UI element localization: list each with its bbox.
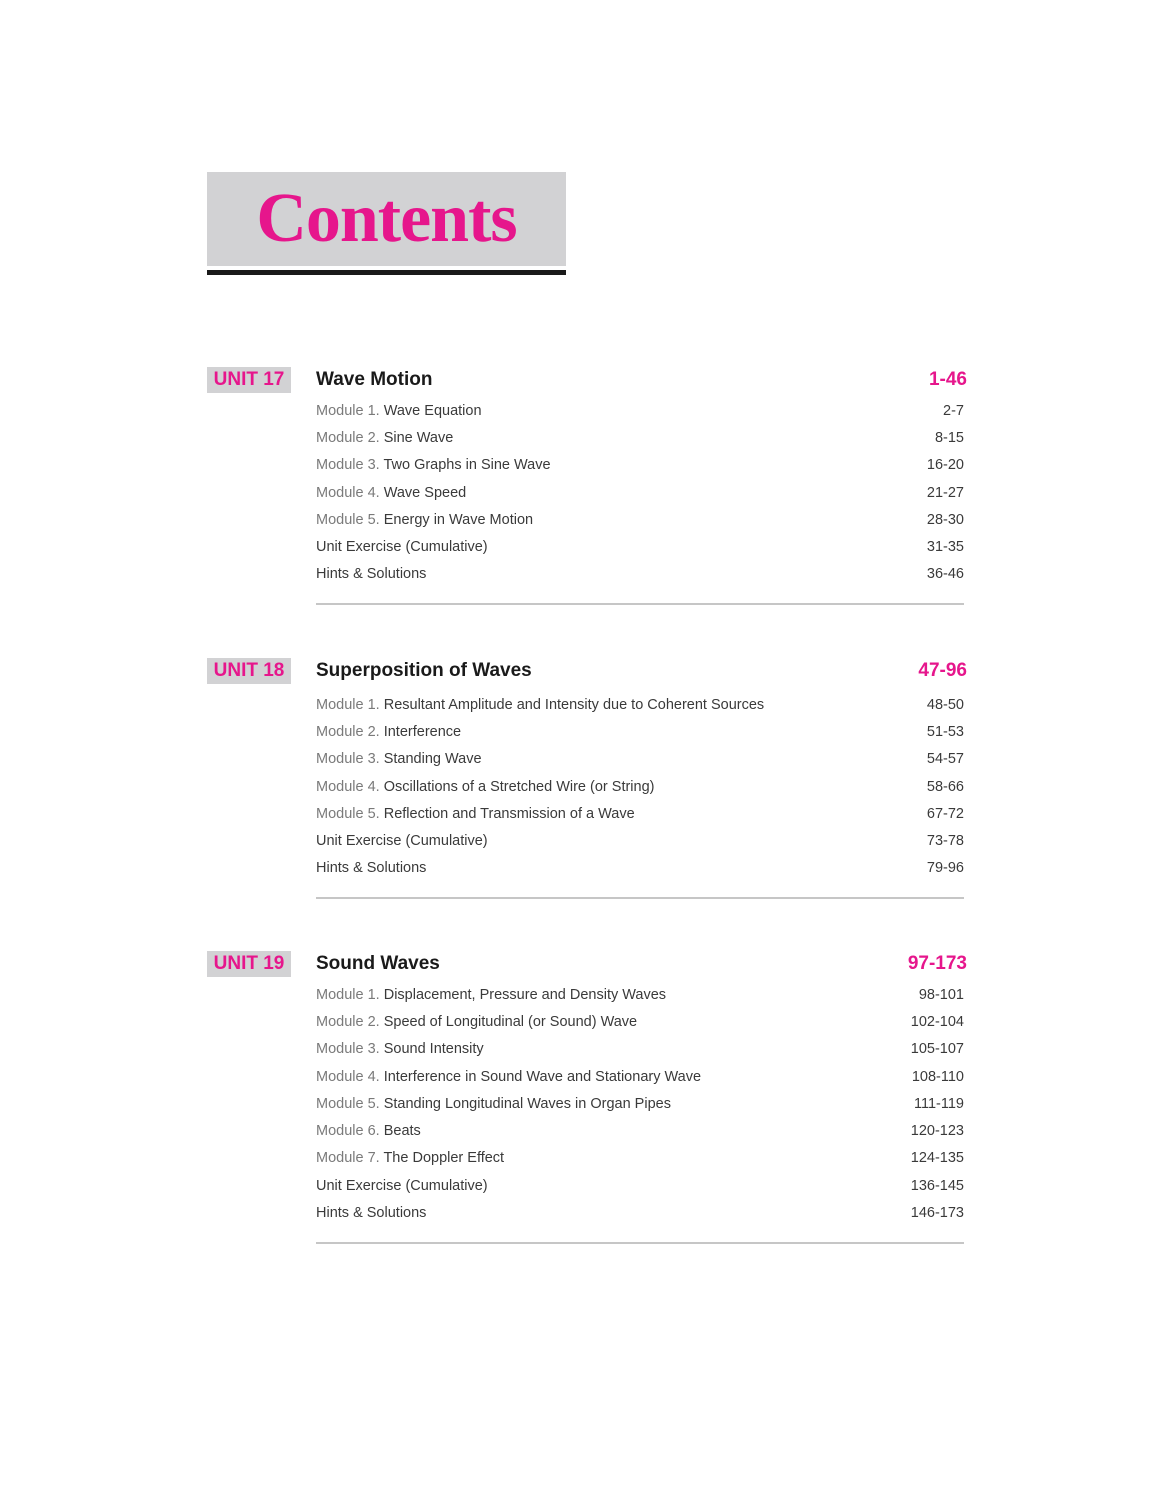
toc-entry-label: [316, 566, 426, 582]
toc-entry-label: [316, 806, 635, 822]
module-number: Module 1.: [316, 696, 384, 713]
section-divider: [316, 897, 964, 899]
toc-entry[interactable]: [316, 1036, 964, 1063]
toc-entry-label: [316, 987, 666, 1003]
toc-entry-pages: 108-110: [911, 1068, 964, 1085]
toc-entry[interactable]: [316, 981, 964, 1008]
toc-entry-pages: 124-135: [910, 1150, 964, 1167]
toc-entry-label: [316, 1041, 484, 1057]
module-number: Module 2.: [316, 429, 384, 446]
toc-entry-title: Unit Exercise (Cumulative): [316, 539, 488, 556]
toc-entry-title: Displacement, Pressure and Density Waves: [383, 986, 667, 1003]
module-number: Module 7.: [316, 1150, 384, 1167]
toc-entry-title: Sine Wave: [383, 429, 454, 446]
toc-entry[interactable]: [316, 479, 964, 506]
section-divider: [316, 603, 964, 605]
module-number: Module 3.: [316, 1041, 384, 1058]
toc-entry-pages: 136-145: [910, 1177, 964, 1194]
toc-entry-title: Two Graphs in Sine Wave: [383, 457, 551, 474]
toc-entry-title: Hints & Solutions: [316, 566, 427, 583]
toc-entry-title: Energy in Wave Motion: [383, 511, 534, 528]
unit-entries: [316, 691, 964, 882]
module-number: Module 3.: [316, 457, 384, 474]
toc-entry-pages: 98-101: [918, 986, 964, 1003]
toc-entry-label: [316, 1096, 671, 1112]
toc-entry-pages: 54-57: [926, 751, 964, 768]
toc-entry[interactable]: [316, 561, 964, 588]
toc-entry-pages: 28-30: [926, 511, 964, 528]
toc-entry-pages: 31-35: [926, 539, 964, 556]
toc-entry-label: [316, 403, 482, 419]
module-number: Module 5.: [316, 511, 384, 528]
toc-entry-title: Beats: [383, 1123, 421, 1140]
unit-title[interactable]: Wave Motion: [316, 369, 433, 390]
toc-entry-title: Reflection and Transmission of a Wave: [383, 805, 635, 822]
toc-entry-pages: 79-96: [926, 860, 964, 877]
toc-entry-pages: 2-7: [943, 402, 964, 419]
module-number: Module 4.: [316, 484, 384, 501]
toc-entry-title: Sound Intensity: [383, 1041, 484, 1058]
toc-entry[interactable]: [316, 1063, 964, 1090]
toc-entry-label: [316, 457, 551, 473]
toc-entry[interactable]: [316, 424, 964, 451]
toc-entry-pages: 73-78: [926, 833, 964, 850]
toc-entry-pages: 16-20: [926, 457, 964, 474]
toc-entry-title: Standing Longitudinal Waves in Organ Pipes: [383, 1095, 671, 1112]
unit-badge: UNIT 17: [207, 367, 291, 393]
toc-entry-pages: 105-107: [910, 1041, 964, 1058]
toc-entry-title: Interference in Sound Wave and Stationary Wave: [383, 1068, 702, 1085]
toc-entry-label: [316, 430, 453, 446]
toc-entry[interactable]: [316, 1145, 964, 1172]
module-number: Module 3.: [316, 751, 384, 768]
toc-entry[interactable]: [316, 1117, 964, 1144]
toc-entry[interactable]: [316, 1199, 964, 1226]
toc-entry[interactable]: [316, 506, 964, 533]
toc-entry-label: [316, 779, 654, 795]
unit-title[interactable]: Sound Waves: [316, 953, 440, 974]
toc-entry[interactable]: [316, 773, 964, 800]
toc-entry[interactable]: [316, 800, 964, 827]
toc-entry-label: [316, 512, 533, 528]
toc-entry-label: [316, 1150, 504, 1166]
toc-entry-label: [316, 860, 426, 876]
section-divider: [316, 1242, 964, 1244]
toc-entry-title: Unit Exercise (Cumulative): [316, 1177, 488, 1194]
unit-badge: UNIT 19: [207, 951, 291, 977]
unit-heading: [316, 367, 967, 393]
toc-entry-title: Speed of Longitudinal (or Sound) Wave: [383, 1013, 638, 1030]
toc-entry-label: [316, 724, 461, 740]
unit-entries: [316, 397, 964, 588]
toc-entry-pages: 8-15: [934, 429, 964, 446]
toc-entry-pages: 36-46: [926, 566, 964, 583]
toc-entry[interactable]: [316, 691, 964, 718]
module-number: Module 1.: [316, 402, 384, 419]
toc-entry-label: [316, 1205, 426, 1221]
toc-entry-label: [316, 1178, 488, 1194]
toc-entry-pages: 48-50: [926, 696, 964, 713]
module-number: Module 5.: [316, 1095, 384, 1112]
toc-entry[interactable]: [316, 452, 964, 479]
toc-entry-title: Wave Equation: [383, 402, 482, 419]
toc-entry-title: Wave Speed: [383, 484, 467, 501]
toc-entry-label: [316, 697, 764, 713]
contents-header: [207, 172, 566, 275]
module-number: Module 4.: [316, 778, 384, 795]
toc-entry-title: Resultant Amplitude and Intensity due to Coherent Sources: [383, 696, 765, 713]
page-title: Contents: [256, 180, 517, 257]
module-number: Module 6.: [316, 1123, 384, 1140]
toc-entry-label: [316, 751, 482, 767]
contents-title-box: [207, 172, 566, 266]
unit-badge: UNIT 18: [207, 658, 291, 684]
module-number: Module 2.: [316, 723, 384, 740]
module-number: Module 4.: [316, 1068, 384, 1085]
toc-entry-pages: 111-119: [914, 1095, 964, 1112]
toc-entry-label: [316, 485, 466, 501]
unit-page-range: 97-173: [907, 953, 967, 974]
toc-entry-pages: 102-104: [910, 1013, 964, 1030]
toc-entry-label: [316, 1014, 637, 1030]
toc-entry-pages: 51-53: [926, 723, 964, 740]
toc-entry-label: [316, 833, 488, 849]
unit-page-range: 1-46: [928, 369, 967, 390]
toc-entry[interactable]: [316, 533, 964, 560]
module-number: Module 1.: [316, 986, 384, 1003]
unit-heading: [316, 951, 967, 977]
toc-entry-pages: 67-72: [926, 805, 964, 822]
toc-entry-title: Hints & Solutions: [316, 860, 427, 877]
toc-entry-pages: 120-123: [910, 1123, 964, 1140]
toc-entry-label: [316, 1069, 701, 1085]
toc-entry[interactable]: [316, 397, 964, 424]
toc-entry-title: Unit Exercise (Cumulative): [316, 833, 488, 850]
toc-entry-label: [316, 539, 488, 555]
toc-entry[interactable]: [316, 855, 964, 882]
toc-entry-title: Hints & Solutions: [316, 1205, 427, 1222]
toc-entry-pages: 21-27: [926, 484, 964, 501]
toc-entry-label: [316, 1123, 421, 1139]
title-underline: [207, 270, 566, 275]
toc-entry-title: Oscillations of a Stretched Wire (or String): [383, 778, 655, 795]
toc-entry[interactable]: [316, 1090, 964, 1117]
toc-entry-pages: 58-66: [926, 778, 964, 795]
toc-entry-title: The Doppler Effect: [383, 1150, 505, 1167]
toc-entry-title: Standing Wave: [383, 751, 482, 768]
toc-entry-title: Interference: [383, 723, 462, 740]
toc-entry[interactable]: [316, 1172, 964, 1199]
toc-entry[interactable]: [316, 718, 964, 745]
unit-entries: [316, 981, 964, 1227]
toc-entry[interactable]: [316, 746, 964, 773]
unit-heading: [316, 658, 967, 684]
toc-entry[interactable]: [316, 827, 964, 854]
unit-page-range: 47-96: [918, 660, 967, 681]
toc-entry[interactable]: [316, 1008, 964, 1035]
module-number: Module 2.: [316, 1013, 384, 1030]
module-number: Module 5.: [316, 805, 384, 822]
toc-entry-pages: 146-173: [910, 1205, 964, 1222]
unit-title[interactable]: Superposition of Waves: [316, 660, 532, 681]
